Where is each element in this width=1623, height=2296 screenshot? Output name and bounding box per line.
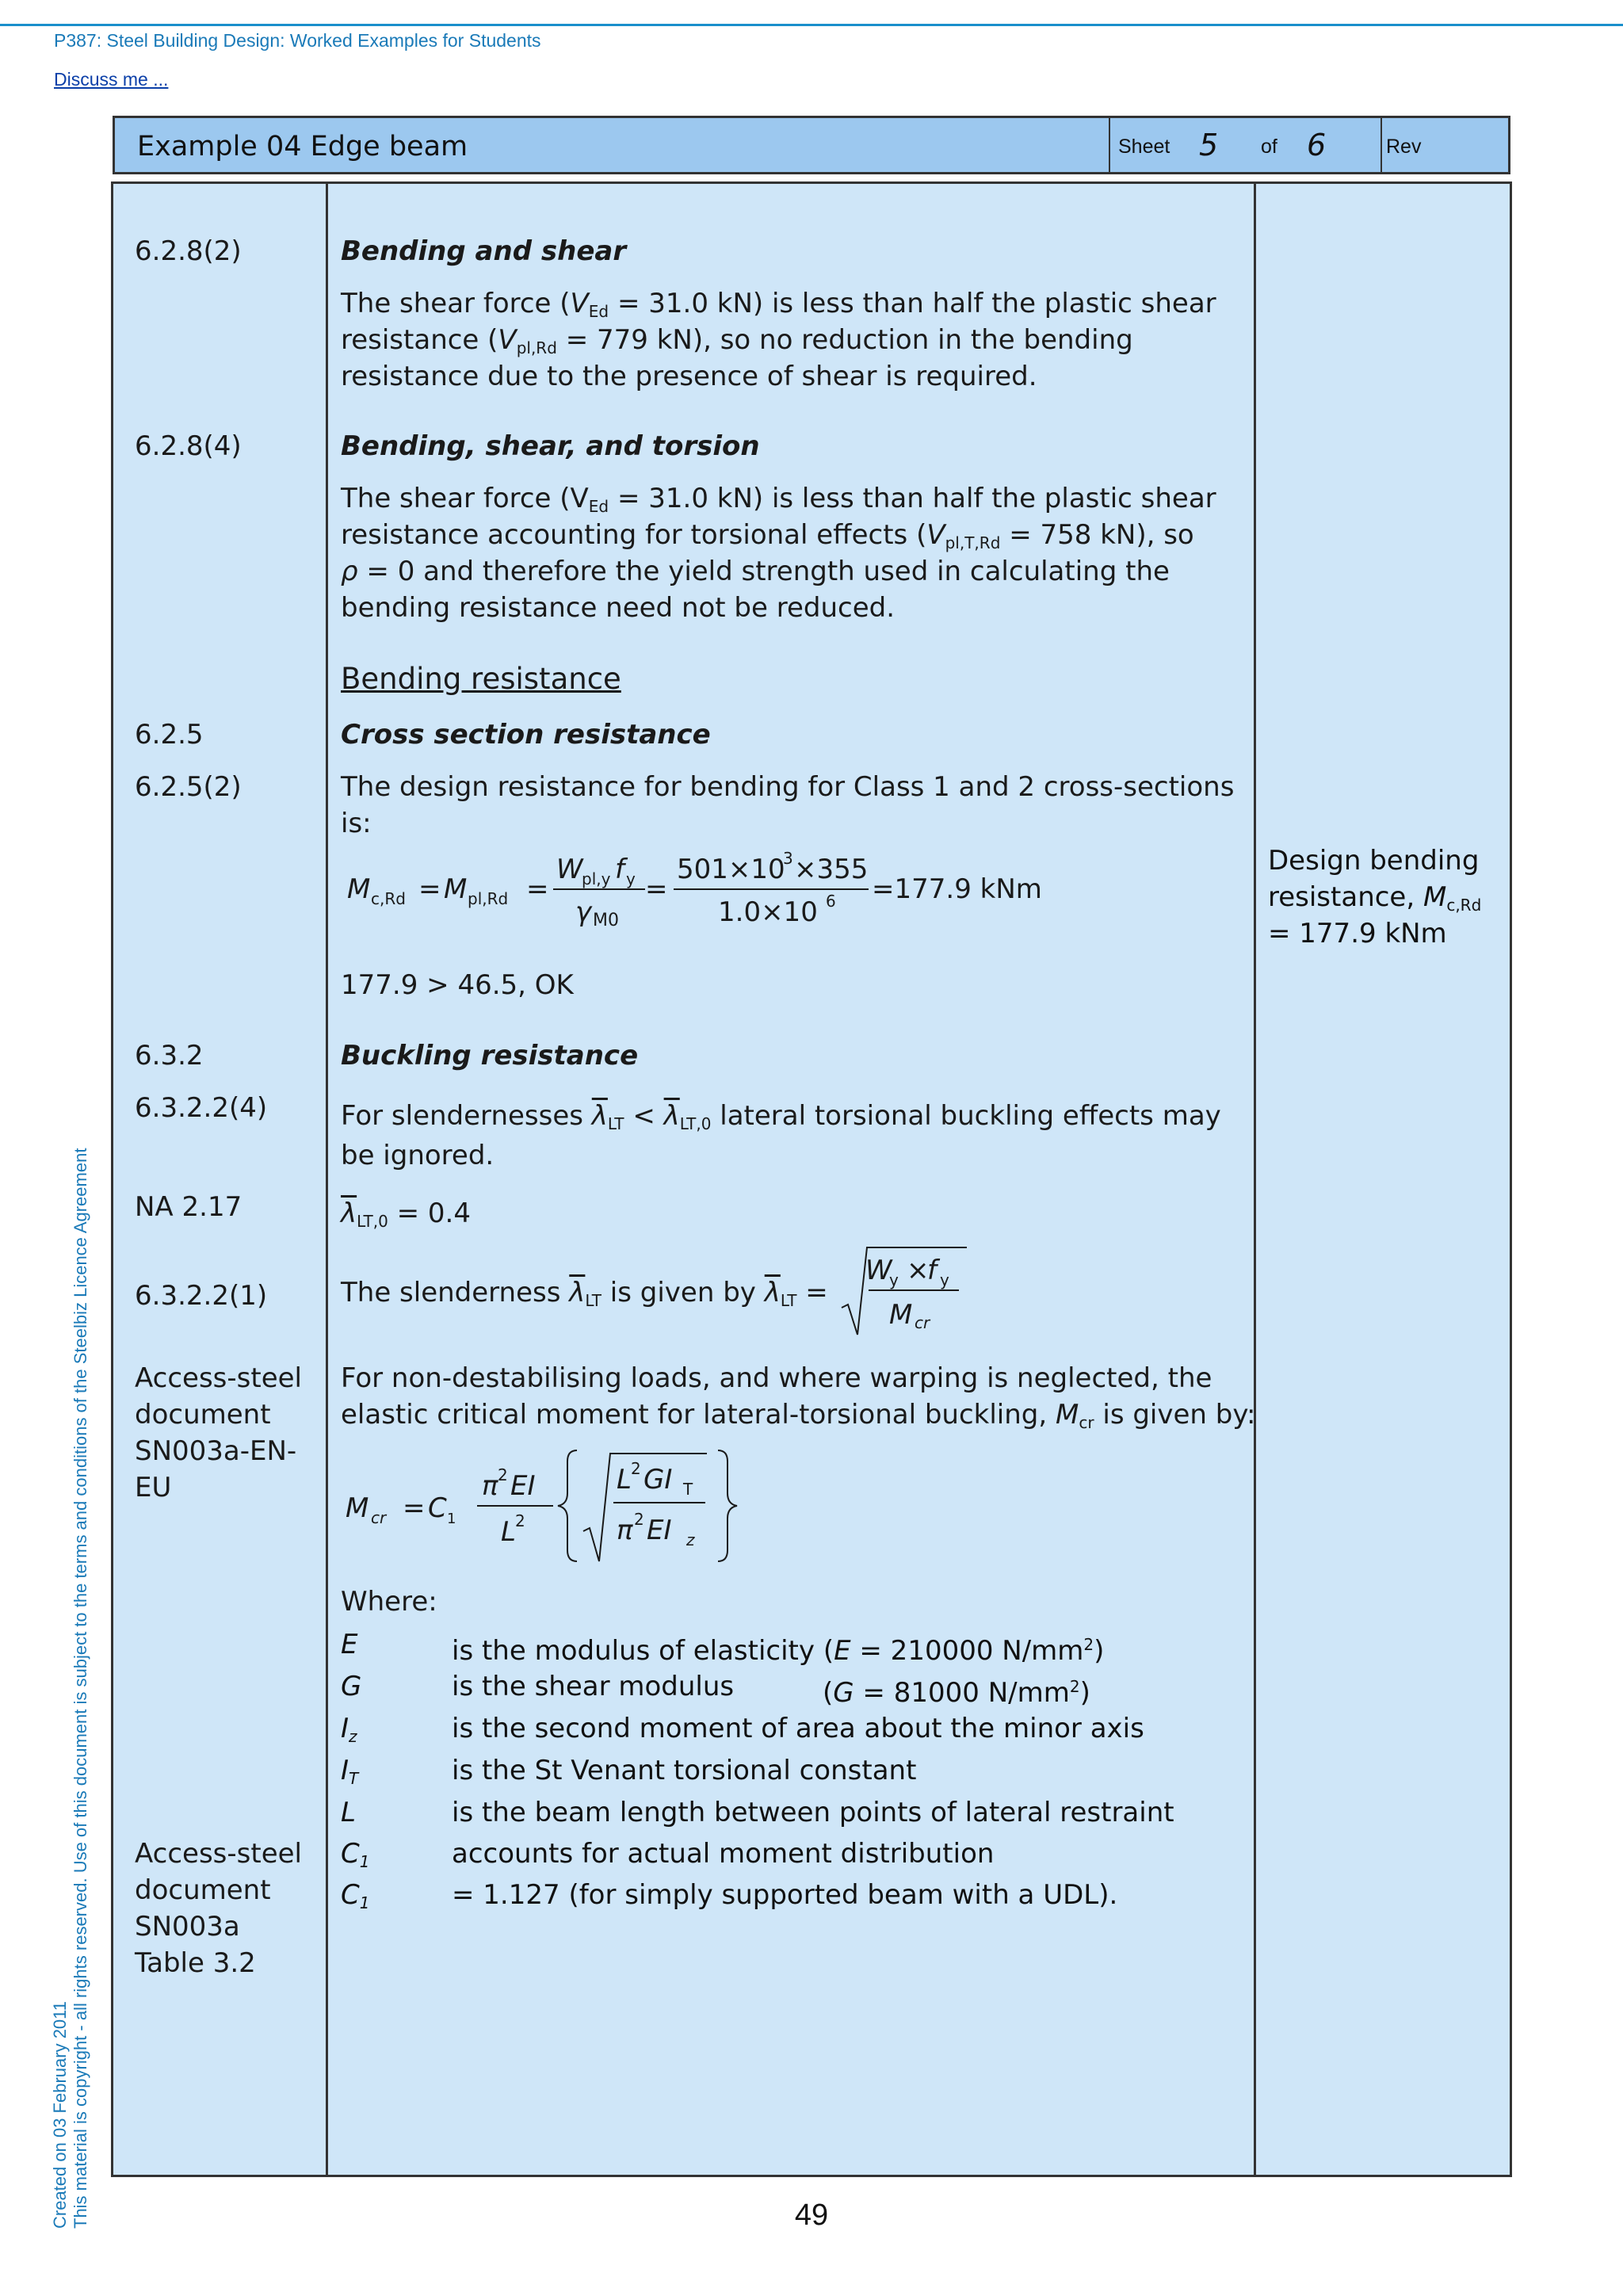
svg-text:y: y: [889, 1270, 899, 1289]
svg-text:cr: cr: [371, 1508, 387, 1527]
ref-6-3-2-2-1: 6.3.2.2(1): [135, 1280, 268, 1312]
svg-text:cr: cr: [915, 1313, 930, 1332]
top-rule: [0, 24, 1623, 26]
svg-text:W: W: [556, 854, 583, 885]
desc-iz: is the second moment of area about the minor axis: [452, 1713, 1144, 1744]
svg-text:3: 3: [783, 849, 793, 868]
sym-iz-letter: I: [341, 1713, 349, 1744]
para-non-destab-1: For non-destabilising loads, and where warping is neglected, the: [341, 1362, 1212, 1394]
heading-buckling: Buckling resistance: [341, 1040, 639, 1072]
ref-access-steel-2c: SN003a: [135, 1911, 240, 1943]
para-shear-1: The shear force ($V_{Ed} = 31.0$ kN) is less than half the plastic shear: [341, 288, 1216, 321]
sheet-number: 5: [1199, 128, 1219, 162]
sym-c1-value-letter: C: [341, 1879, 360, 1911]
rev-label: Rev: [1386, 136, 1422, 158]
svg-text:=177.9 kNm: =177.9 kNm: [872, 873, 1042, 905]
para-torsion-3: ρ = 0 and therefore the yield strength used in calculating the: [341, 556, 1170, 587]
sym-c1-value: $C_1$: [341, 1879, 370, 1912]
svg-text:π: π: [617, 1515, 633, 1546]
sym-it: $I_T$: [341, 1755, 359, 1788]
margin-note-1: Design bending: [1268, 845, 1480, 877]
para-slender-2: be ignored.: [341, 1140, 495, 1171]
svg-text:2: 2: [634, 1510, 644, 1529]
sheet-cell: [1109, 118, 1382, 172]
svg-text:=: =: [526, 873, 549, 905]
ref-access-steel-2a: Access-steel: [135, 1838, 302, 1870]
sheet-header: [113, 116, 1510, 174]
margin-note-3: = 177.9 kNm: [1268, 918, 1447, 949]
para-cross-section-1: The design resistance for bending for Class 1 and 2 cross-sections: [341, 771, 1235, 803]
para-slender-1: For slendernesses $\overline{\lambda}_{LT} < \overline{\lambda}_{LT,0}$ lateral torsional buckling effects may: [341, 1100, 1221, 1133]
svg-text:6: 6: [826, 892, 836, 911]
svg-text:π: π: [482, 1470, 498, 1502]
desc-e-text: is the modulus of elasticity: [452, 1635, 815, 1667]
svg-text:GI: GI: [643, 1464, 673, 1496]
example-title: Example 04 Edge beam: [137, 131, 468, 162]
copyright-side-note: [50, 1040, 91, 2229]
desc-g: is the shear modulus (G = 81000 $N/mm^2$): [452, 1671, 1090, 1709]
margin-note-2: resistance, $M_{c,Rd}$: [1268, 881, 1482, 915]
desc-c1: accounts for actual moment distribution: [452, 1838, 995, 1870]
lambda-lt0-value: $\overline{\lambda}_{LT,0} = 0.4$: [341, 1198, 471, 1231]
svg-text:M: M: [347, 873, 371, 905]
svg-text:c,Rd: c,Rd: [371, 889, 406, 908]
heading-bending-shear-torsion: Bending, shear, and torsion: [341, 430, 760, 462]
para-shear-3: resistance due to the presence of shear is required.: [341, 361, 1037, 392]
svg-text:y: y: [940, 1270, 949, 1289]
heading-cross-section: Cross section resistance: [341, 719, 711, 751]
sheet-label: Sheet: [1118, 136, 1170, 158]
svg-text:1.0×10: 1.0×10: [718, 896, 818, 928]
para-torsion-2: resistance accounting for torsional effects ($V_{pl,T,Rd} = 758$ kN), so: [341, 519, 1194, 552]
para-torsion-1: The shear force ($V_{Ed} = 31.0$ kN) is less than half the plastic shear: [341, 483, 1216, 516]
svg-text:f: f: [615, 854, 624, 885]
svg-text:×355: ×355: [794, 854, 869, 885]
svg-text:L: L: [501, 1516, 516, 1548]
svg-text:M0: M0: [593, 911, 619, 930]
para-cross-section-2: is:: [341, 808, 372, 839]
sym-c1-letter: C: [341, 1838, 360, 1870]
para-non-destab-2: elastic critical moment for lateral-torsional buckling, $M_{cr}$ is given by:: [341, 1399, 1256, 1432]
svg-text:L: L: [617, 1464, 632, 1496]
ref-access-steel-1d: EU: [135, 1472, 172, 1503]
desc-l: is the beam length between points of lateral restraint: [452, 1797, 1174, 1828]
page-number: 49: [794, 2199, 829, 2232]
ref-6-3-2: 6.3.2: [135, 1040, 204, 1072]
ref-6-2-5-2: 6.2.5(2): [135, 771, 242, 803]
svg-text:T: T: [683, 1480, 693, 1499]
svg-text:γ: γ: [575, 896, 592, 928]
svg-text:2: 2: [498, 1465, 508, 1484]
svg-text:501×10: 501×10: [677, 854, 785, 885]
svg-text:M: M: [444, 873, 468, 905]
svg-text:z: z: [686, 1530, 695, 1549]
svg-text:M: M: [346, 1492, 369, 1524]
ref-6-2-8-4: 6.2.8(4): [135, 430, 242, 462]
svg-text:pl,Rd: pl,Rd: [468, 889, 509, 908]
desc-g-text: is the shear modulus: [452, 1671, 735, 1702]
created-date: Created on 03 February 2011: [50, 2001, 70, 2229]
where-label: Where:: [341, 1586, 437, 1618]
copyright-notice: This material is copyright - all rights reserved. Use of this document is subject to the terms and conditions of the Steelbiz Licence Agreement: [71, 1148, 90, 2229]
margin-note-2-text: resistance,: [1268, 881, 1415, 913]
ref-access-steel-1b: document: [135, 1399, 271, 1431]
svg-text:EI: EI: [647, 1515, 672, 1546]
sym-l: L: [341, 1797, 356, 1828]
svg-text:×: ×: [907, 1255, 930, 1286]
ref-access-steel-1a: Access-steel: [135, 1362, 302, 1394]
sym-g: G: [341, 1671, 362, 1702]
svg-text:EI: EI: [510, 1470, 536, 1502]
svg-text:W: W: [865, 1255, 892, 1286]
svg-text:y: y: [626, 869, 636, 888]
sym-it-letter: I: [341, 1755, 349, 1786]
svg-text:M: M: [889, 1299, 913, 1331]
formula-mcrd: [341, 842, 1133, 937]
svg-text:C: C: [428, 1492, 447, 1524]
desc-e: is the modulus of elasticity (E = 210000 $N/mm^2$): [452, 1635, 1105, 1667]
svg-text:f: f: [927, 1255, 937, 1286]
formula-mcr: [341, 1442, 832, 1577]
para-shear-2: resistance ($V_{pl,Rd} = 779$ kN), so no reduction in the bending: [341, 324, 1133, 357]
svg-text:=: =: [645, 873, 668, 905]
ref-access-steel-2d: Table 3.2: [135, 1947, 256, 1979]
sheet-total: 6: [1307, 128, 1327, 162]
sym-iz: $I_z$: [341, 1713, 357, 1746]
para-slenderness-def: The slenderness $\overline{\lambda}_{LT}$ is given by $\overline{\lambda}_{LT}$ =: [341, 1277, 828, 1310]
ref-6-2-5: 6.2.5: [135, 719, 204, 751]
column-divider-ref: [326, 181, 328, 2177]
document-title: P387: Steel Building Design: Worked Examples for Students: [54, 30, 541, 51]
ref-6-3-2-2-4: 6.3.2.2(4): [135, 1092, 268, 1124]
heading-bending-shear: Bending and shear: [341, 235, 627, 267]
svg-text:=: =: [403, 1492, 426, 1524]
ref-6-2-8-2: 6.2.8(2): [135, 235, 242, 267]
ref-access-steel-2b: document: [135, 1874, 271, 1906]
column-divider-margin: [1254, 181, 1256, 2177]
formula-lambda-lt: [840, 1241, 975, 1344]
svg-text:1: 1: [447, 1511, 456, 1527]
svg-text:pl,y: pl,y: [582, 869, 611, 888]
desc-it: is the St Venant torsional constant: [452, 1755, 917, 1786]
sym-c1: $C_1$: [341, 1838, 370, 1871]
ref-access-steel-1c: SN003a-EN-: [135, 1435, 297, 1467]
check-line: 177.9 > 46.5, OK: [341, 969, 574, 1001]
para-torsion-4: bending resistance need not be reduced.: [341, 592, 896, 624]
of-label: of: [1261, 136, 1277, 158]
heading-bending-resistance: Bending resistance: [341, 662, 621, 696]
svg-text:=: =: [418, 873, 441, 905]
sym-e: E: [341, 1629, 358, 1660]
svg-text:2: 2: [631, 1459, 641, 1478]
discuss-link[interactable]: Discuss me ...: [54, 69, 169, 90]
ref-na-2-17: NA 2.17: [135, 1191, 242, 1223]
svg-text:2: 2: [515, 1511, 525, 1530]
desc-c1-value: = 1.127 (for simply supported beam with a UDL).: [452, 1879, 1118, 1911]
